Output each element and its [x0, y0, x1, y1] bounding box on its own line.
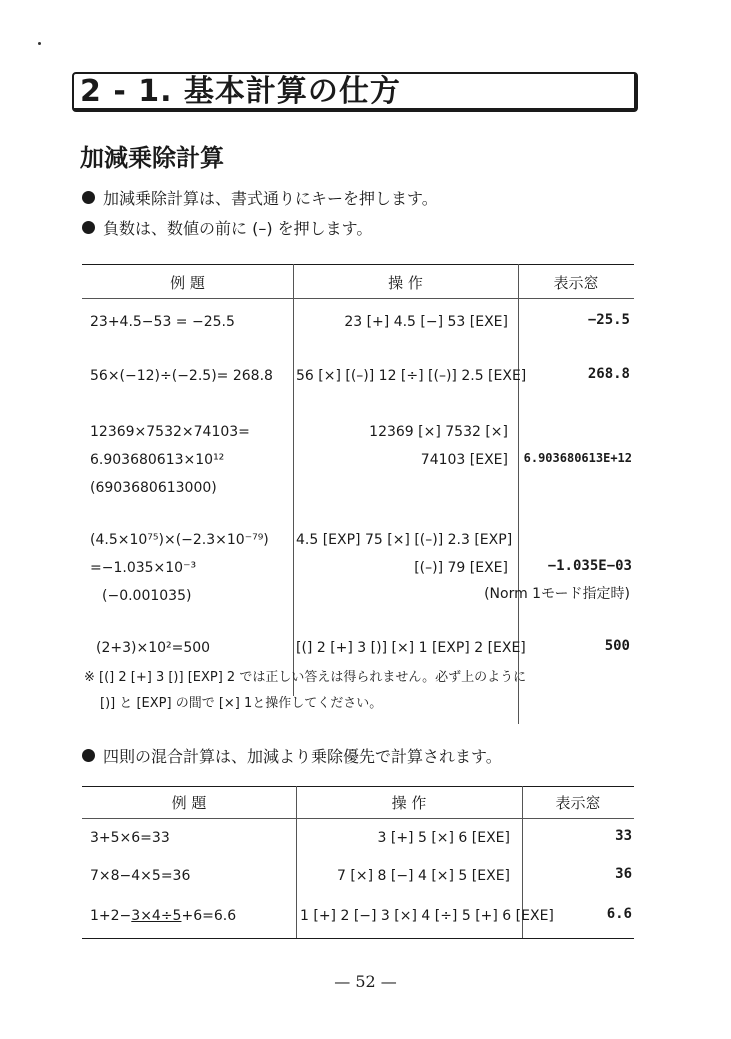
- table2-row1-example: 3+5×6=33: [90, 830, 170, 846]
- table2-header-border: [82, 818, 634, 819]
- table1-row5-operation: [(] 2 [+] 3 [)] [×] 1 [EXP] 2 [EXE]: [296, 640, 526, 656]
- table1-row2-example: 56×(−12)÷(−2.5)= 268.8: [90, 368, 273, 384]
- table2-row2-example: 7×8−4×5=36: [90, 868, 191, 884]
- table1-row4-display: −1.035E−03: [547, 558, 632, 574]
- table1-row4-operation-line2: [(–)] 79 [EXE]: [414, 560, 508, 576]
- table2-row2-operation: 7 [×] 8 [−] 4 [×] 5 [EXE]: [337, 868, 510, 884]
- table1-top-border: [82, 264, 634, 265]
- stray-mark: [38, 30, 41, 49]
- table1-row3-example-line2: 6.903680613×10¹²: [90, 452, 225, 468]
- table1-note-line2: [)] と [EXP] の間で [×] 1と操作してください。: [100, 696, 383, 711]
- table1-row1-example: 23+4.5−53 = −25.5: [90, 314, 235, 330]
- bullet-2-text: 負数は、数値の前に (–) を押します。: [103, 219, 373, 238]
- table1-row3-example-line1: 12369×7532×74103=: [90, 424, 250, 440]
- table1-row5-display: 500: [604, 638, 630, 654]
- table1-note-line1: ※ [(] 2 [+] 3 [)] [EXP] 2 では正しい答えは得られません。必ず上のように: [84, 670, 527, 685]
- table1-header-display: 表示窓: [553, 274, 599, 292]
- bullet-dot-icon: [82, 191, 95, 204]
- section-title: 2 - 1. 基本計算の仕方: [80, 74, 401, 109]
- table2-header-example: 例 題: [171, 794, 207, 812]
- table2-row3-example: [90, 906, 236, 926]
- table1-row4-example-line2: =−1.035×10⁻³: [90, 560, 197, 576]
- table1-row4-example-line3: (−0.001035): [102, 588, 192, 604]
- bullet-dot-icon: [82, 221, 95, 234]
- table1-row3-operation-line1: 12369 [×] 7532 [×]: [369, 424, 508, 440]
- table2-row3-operation: 1 [+] 2 [−] 3 [×] 4 [÷] 5 [+] 6 [EXE]: [300, 908, 554, 924]
- table1-row3-example-line3: (6903680613000): [90, 480, 217, 496]
- table2-header-operation: 操 作: [391, 794, 427, 812]
- bullet-2: [82, 216, 372, 239]
- table2-header-display: 表示窓: [555, 794, 601, 812]
- table1-row1-display: −25.5: [587, 312, 630, 328]
- table2-row1-operation: 3 [+] 5 [×] 6 [EXE]: [377, 830, 510, 846]
- table1-row4-mode-note: (Norm 1モード指定時): [484, 586, 630, 602]
- table1-row3-display: 6.903680613E+12: [523, 451, 632, 465]
- table2-bottom-border: [82, 938, 634, 939]
- table1-col-divider-1: [293, 264, 294, 696]
- table2-row3-example-underlined: 3×4÷5: [131, 908, 182, 924]
- table1-row1-operation: 23 [+] 4.5 [−] 53 [EXE]: [344, 314, 508, 330]
- table2-row3-example-post: +6=6.6: [181, 908, 237, 924]
- table2-top-border: [82, 786, 634, 787]
- table1-row4-example-line1: (4.5×10⁷⁵)×(−2.3×10⁻⁷⁹): [90, 532, 269, 548]
- table1-row4-operation-line1: 4.5 [EXP] 75 [×] [(–)] 2.3 [EXP]: [296, 532, 513, 548]
- table2-row1-display: 33: [615, 828, 632, 844]
- page-number: — 52 —: [334, 972, 397, 991]
- bullet-1: [82, 186, 438, 209]
- table1-header-border: [82, 298, 634, 299]
- table2-row3-display: 6.6: [606, 906, 632, 922]
- table1-row2-operation: 56 [×] [(–)] 12 [÷] [(–)] 2.5 [EXE]: [296, 368, 527, 384]
- table2-row2-display: 36: [615, 866, 632, 882]
- table2-row3-example-pre: 1+2−: [90, 908, 132, 924]
- bullet-3: [82, 744, 502, 767]
- bullet-3-text: 四則の混合計算は、加減より乗除優先で計算されます。: [103, 747, 502, 766]
- table1-row5-example: (2+3)×10²=500: [96, 640, 211, 656]
- table1-row3-operation-line2: 74103 [EXE]: [420, 452, 508, 468]
- bullet-dot-icon: [82, 749, 95, 762]
- table1-header-operation: 操 作: [388, 274, 423, 292]
- table1-header-example: 例 題: [170, 274, 205, 292]
- subtitle: 加減乗除計算: [80, 144, 224, 172]
- table1-row2-display: 268.8: [587, 366, 630, 382]
- bullet-1-text: 加減乗除計算は、書式通りにキーを押します。: [103, 189, 438, 208]
